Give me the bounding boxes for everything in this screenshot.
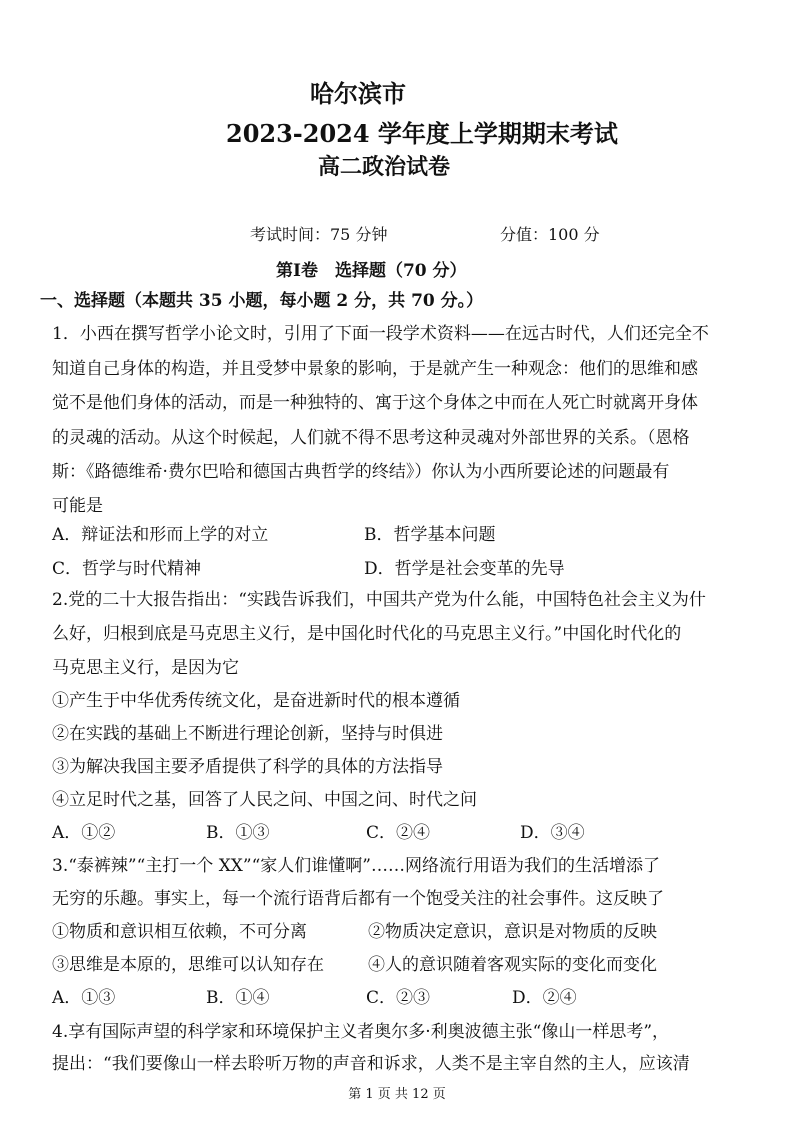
q2-option-c: C．②④	[366, 823, 431, 843]
q1-option-d: D．哲学是社会变革的先导	[364, 559, 565, 579]
exam-title: 2023-2024 学年度上学期期末考试	[226, 119, 618, 148]
volume-heading: 第Ⅰ卷 选择题（70 分）	[276, 261, 467, 281]
q3-option-a: A．①③	[52, 988, 116, 1008]
q2-option-d: D．③④	[520, 823, 585, 843]
q3-item: ④人的意识随着客观实际的变化而变化	[368, 955, 657, 975]
q1-line: 知道自己身体的构造，并且受梦中景象的影响，于是就产生一种观念：他们的思维和感	[52, 359, 698, 379]
q1-option-a: A．辩证法和形而上学的对立	[52, 525, 269, 545]
q3-line: 3.“泰裤辣”“主打一个 XX”“家人们谁懂啊”……网络流行用语为我们的生活增添了	[52, 856, 660, 876]
q2-option-b: B．①③	[206, 823, 270, 843]
q4-line: 4.享有国际声望的科学家和环境保护主义者奥尔多·利奥波德主张“像山一样思考”，	[52, 1022, 670, 1042]
q2-item: ③为解决我国主要矛盾提供了科学的具体的方法指导	[52, 757, 443, 777]
q3-item: ②物质决定意识，意识是对物质的反映	[368, 922, 657, 942]
q3-option-c: C．②③	[366, 988, 431, 1008]
q3-item: ③思维是本原的，思维可以认知存在	[52, 955, 324, 975]
q3-item: ①物质和意识相互依赖，不可分离	[52, 922, 307, 942]
q2-line: 2.党的二十大报告指出：“实践告诉我们，中国共产党为什么能，中国特色社会主义为什	[52, 590, 706, 610]
q1-line: 可能是	[52, 496, 103, 516]
q2-item: ②在实践的基础上不断进行理论创新，坚持与时俱进	[52, 724, 443, 744]
q2-item: ①产生于中华优秀传统文化，是奋进新时代的根本遵循	[52, 691, 460, 711]
q2-option-a: A．①②	[52, 823, 116, 843]
q3-option-d: D．②④	[512, 988, 577, 1008]
exam-score: 分值：100 分	[500, 225, 600, 244]
q1-option-b: B．哲学基本问题	[364, 525, 496, 545]
page-number: 第 1 页 共 12 页	[348, 1087, 446, 1102]
q3-option-b: B．①④	[206, 988, 270, 1008]
q2-item: ④立足时代之基，回答了人民之问、中国之问、时代之问	[52, 790, 477, 810]
exam-time: 考试时间：75 分钟	[250, 225, 388, 244]
q1-line: 的灵魂的活动。从这个时候起，人们就不得不思考这种灵魂对外部世界的关系。（恩格	[52, 428, 690, 448]
q3-line: 无穷的乐趣。事实上，每一个流行语背后都有一个饱受关注的社会事件。这反映了	[52, 889, 664, 909]
section-heading: 一、选择题（本题共 35 小题，每小题 2 分，共 70 分。）	[40, 291, 484, 311]
q1-line: 1．小西在撰写哲学小论文时，引用了下面一段学术资料——在远古时代，人们还完全不	[52, 324, 709, 344]
q4-line: 提出：“我们要像山一样去聆听万物的声音和诉求，人类不是主宰自然的主人，应该清	[52, 1054, 690, 1074]
q1-option-c: C．哲学与时代精神	[52, 559, 202, 579]
q2-line: 么好，归根到底是马克思主义行，是中国化时代化的马克思主义行。”中国化时代化的	[52, 624, 682, 644]
city-title: 哈尔滨市	[310, 80, 406, 108]
subject-title: 高二政治试卷	[318, 155, 451, 180]
q2-line: 马克思主义行，是因为它	[52, 658, 239, 678]
q1-line: 觉不是他们身体的活动，而是一种独特的、寓于这个身体之中而在人死亡时就离开身体	[52, 393, 698, 413]
q1-line: 斯：《路德维希·费尔巴哈和德国古典哲学的终结》）你认为小西所要论述的问题最有	[52, 462, 670, 482]
